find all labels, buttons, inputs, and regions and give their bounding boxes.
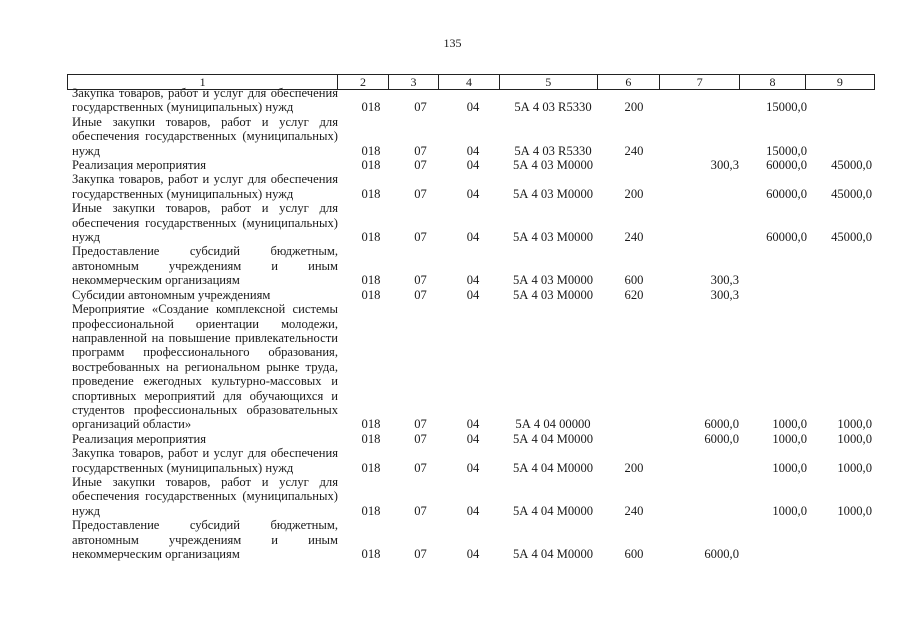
row-cell-col-3: 07 xyxy=(414,100,427,115)
header-col-3: 3 xyxy=(389,75,440,89)
table-row xyxy=(72,115,872,158)
table-row xyxy=(72,158,872,172)
row-cell-col-5: 5А 4 03 R5330 xyxy=(514,143,592,158)
row-cell-col-9: 1000,0 xyxy=(837,503,872,518)
row-cell-col-2: 018 xyxy=(361,460,381,475)
header-col-4: 4 xyxy=(439,75,499,89)
row-cell-col-7: 300,3 xyxy=(710,158,739,173)
page-number: 135 xyxy=(443,36,462,50)
table-row xyxy=(72,302,872,432)
row-cell-col-5: 5А 4 04 М0000 xyxy=(512,547,594,561)
row-cell-col-8: 60000,0 xyxy=(766,230,807,245)
row-cell-col-8: 15000,0 xyxy=(766,143,807,158)
table-row xyxy=(72,475,872,518)
row-cell-col-9: 45000,0 xyxy=(831,230,872,245)
row-cell-col-5: 5А 4 04 М0000 xyxy=(512,460,594,475)
row-description: Закупка товаров, работ и услуг для обеспечения государственных (муниципальных) нужд xyxy=(72,446,338,475)
row-cell-col-3: 07 xyxy=(414,230,427,245)
row-cell-col-2: 018 xyxy=(361,503,381,518)
row-cell-col-7: 6000,0 xyxy=(704,417,739,432)
table-row xyxy=(72,172,872,201)
header-col-9: 9 xyxy=(836,75,843,89)
row-description: Предоставление субсидий бюджетным, автономным учреждениям и иным некоммерческим организациям xyxy=(72,244,338,288)
row-cell-col-5: 5А 4 03 М0000 xyxy=(512,287,594,302)
row-cell-col-8: 1000,0 xyxy=(772,431,807,446)
row-cell-col-8: 1000,0 xyxy=(772,460,807,475)
row-description: Закупка товаров, работ и услуг для обеспечения государственных (муниципальных) нужд xyxy=(72,172,338,201)
row-cell-col-5: 5А 4 04 М0000 xyxy=(512,431,594,446)
row-cell-col-9: 45000,0 xyxy=(831,186,872,201)
table-row xyxy=(72,446,872,475)
row-cell-col-4: 04 xyxy=(466,273,480,288)
row-cell-col-3: 07 xyxy=(414,186,427,201)
table-row xyxy=(72,86,872,115)
row-cell-col-2: 018 xyxy=(361,547,381,561)
row-cell-col-9: 45000,0 xyxy=(831,158,872,173)
row-cell-col-6: 200 xyxy=(624,460,644,475)
row-cell-col-2: 018 xyxy=(361,273,381,288)
row-cell-col-3: 07 xyxy=(414,547,427,561)
row-description: Реализация мероприятия xyxy=(72,431,207,446)
row-cell-col-7: 6000,0 xyxy=(704,547,739,561)
row-cell-col-4: 04 xyxy=(466,158,480,173)
row-cell-col-4: 04 xyxy=(466,431,480,446)
row-cell-col-4: 04 xyxy=(466,230,480,245)
row-cell-col-3: 07 xyxy=(414,431,427,446)
row-cell-col-3: 07 xyxy=(414,158,427,173)
row-description: Предоставление субсидий бюджетным, автономным учреждениям и иным некоммерческим организациям xyxy=(72,518,338,561)
header-col-2: 2 xyxy=(338,75,389,89)
row-cell-col-9: 1000,0 xyxy=(837,460,872,475)
row-cell-col-4: 04 xyxy=(466,547,480,561)
table-row xyxy=(72,518,872,561)
row-cell-col-5: 5А 4 03 R5330 xyxy=(514,100,592,115)
row-cell-col-6: 600 xyxy=(624,547,644,561)
table-row xyxy=(72,432,872,446)
row-cell-col-8: 1000,0 xyxy=(772,503,807,518)
row-cell-col-2: 018 xyxy=(361,417,381,432)
row-cell-col-9: 1000,0 xyxy=(837,417,872,432)
row-cell-col-5: 5А 4 04 00000 xyxy=(515,417,591,432)
row-cell-col-2: 018 xyxy=(361,100,381,115)
row-cell-col-3: 07 xyxy=(414,460,427,475)
row-cell-col-3: 07 xyxy=(414,287,427,302)
row-cell-col-2: 018 xyxy=(361,143,381,158)
row-description: Мероприятие «Создание комплексной системы профессиональной ориентации молодежи, направленной на повышение привлекательности программ профессионального образования, востребованных на региональном рынке труда, проведение ежегодных культурно-массовых и спортивных мероприятий для обучающихся и студентов профессиональных образовательных организаций области» xyxy=(72,302,338,432)
table-row xyxy=(72,244,872,287)
row-cell-col-5: 5А 4 04 М0000 xyxy=(512,503,594,518)
row-cell-col-4: 04 xyxy=(466,417,480,432)
row-cell-col-4: 04 xyxy=(466,503,480,518)
header-col-8: 8 xyxy=(740,75,805,89)
row-cell-col-5: 5А 4 03 М0000 xyxy=(512,230,594,245)
header-col-7: 7 xyxy=(660,75,740,89)
row-description: Закупка товаров, работ и услуг для обеспечения государственных (муниципальных) нужд xyxy=(72,86,338,115)
row-cell-col-6: 240 xyxy=(624,143,644,158)
row-cell-col-4: 04 xyxy=(466,287,480,302)
row-cell-col-2: 018 xyxy=(361,158,381,173)
row-cell-col-4: 04 xyxy=(466,460,480,475)
row-cell-col-4: 04 xyxy=(466,100,480,115)
row-cell-col-6: 600 xyxy=(624,273,644,288)
row-cell-col-6: 240 xyxy=(624,503,644,518)
row-description: Субсидии автономным учреждениям xyxy=(72,287,271,302)
row-cell-col-6: 200 xyxy=(624,100,644,115)
row-cell-col-4: 04 xyxy=(466,186,480,201)
row-cell-col-3: 07 xyxy=(414,143,427,158)
row-cell-col-5: 5А 4 03 М0000 xyxy=(512,158,594,173)
row-cell-col-7: 300,3 xyxy=(710,273,739,288)
header-col-1: 1 xyxy=(68,75,338,89)
table-body xyxy=(72,86,872,561)
row-cell-col-5: 5А 4 03 М0000 xyxy=(512,186,594,201)
row-cell-col-6: 620 xyxy=(624,287,644,302)
row-cell-col-5: 5А 4 03 М0000 xyxy=(512,273,594,288)
row-cell-col-3: 07 xyxy=(414,417,427,432)
row-cell-col-3: 07 xyxy=(414,273,427,288)
row-cell-col-6: 240 xyxy=(624,230,644,245)
row-description: Реализация мероприятия xyxy=(72,158,207,173)
row-cell-col-8: 15000,0 xyxy=(766,100,807,115)
row-cell-col-8: 60000,0 xyxy=(766,158,807,173)
row-cell-col-4: 04 xyxy=(466,143,480,158)
row-cell-col-7: 6000,0 xyxy=(704,431,739,446)
header-col-5: 5 xyxy=(500,75,598,89)
row-cell-col-2: 018 xyxy=(361,186,381,201)
table-row xyxy=(72,201,872,244)
row-description: Иные закупки товаров, работ и услуг для обеспечения государственных (муниципальных) нужд xyxy=(72,474,338,518)
row-cell-col-2: 018 xyxy=(361,431,381,446)
row-cell-col-3: 07 xyxy=(414,503,427,518)
table-row xyxy=(72,288,872,302)
row-description: Иные закупки товаров, работ и услуг для обеспечения государственных (муниципальных) нужд xyxy=(72,201,338,245)
row-cell-col-8: 1000,0 xyxy=(772,417,807,432)
row-cell-col-6: 200 xyxy=(624,186,644,201)
header-col-6: 6 xyxy=(598,75,660,89)
row-cell-col-8: 60000,0 xyxy=(766,186,807,201)
row-cell-col-7: 300,3 xyxy=(710,287,739,302)
row-description: Иные закупки товаров, работ и услуг для обеспечения государственных (муниципальных) нужд xyxy=(72,114,338,158)
row-cell-col-9: 1000,0 xyxy=(837,431,872,446)
row-cell-col-2: 018 xyxy=(361,230,381,245)
row-cell-col-2: 018 xyxy=(361,287,381,302)
